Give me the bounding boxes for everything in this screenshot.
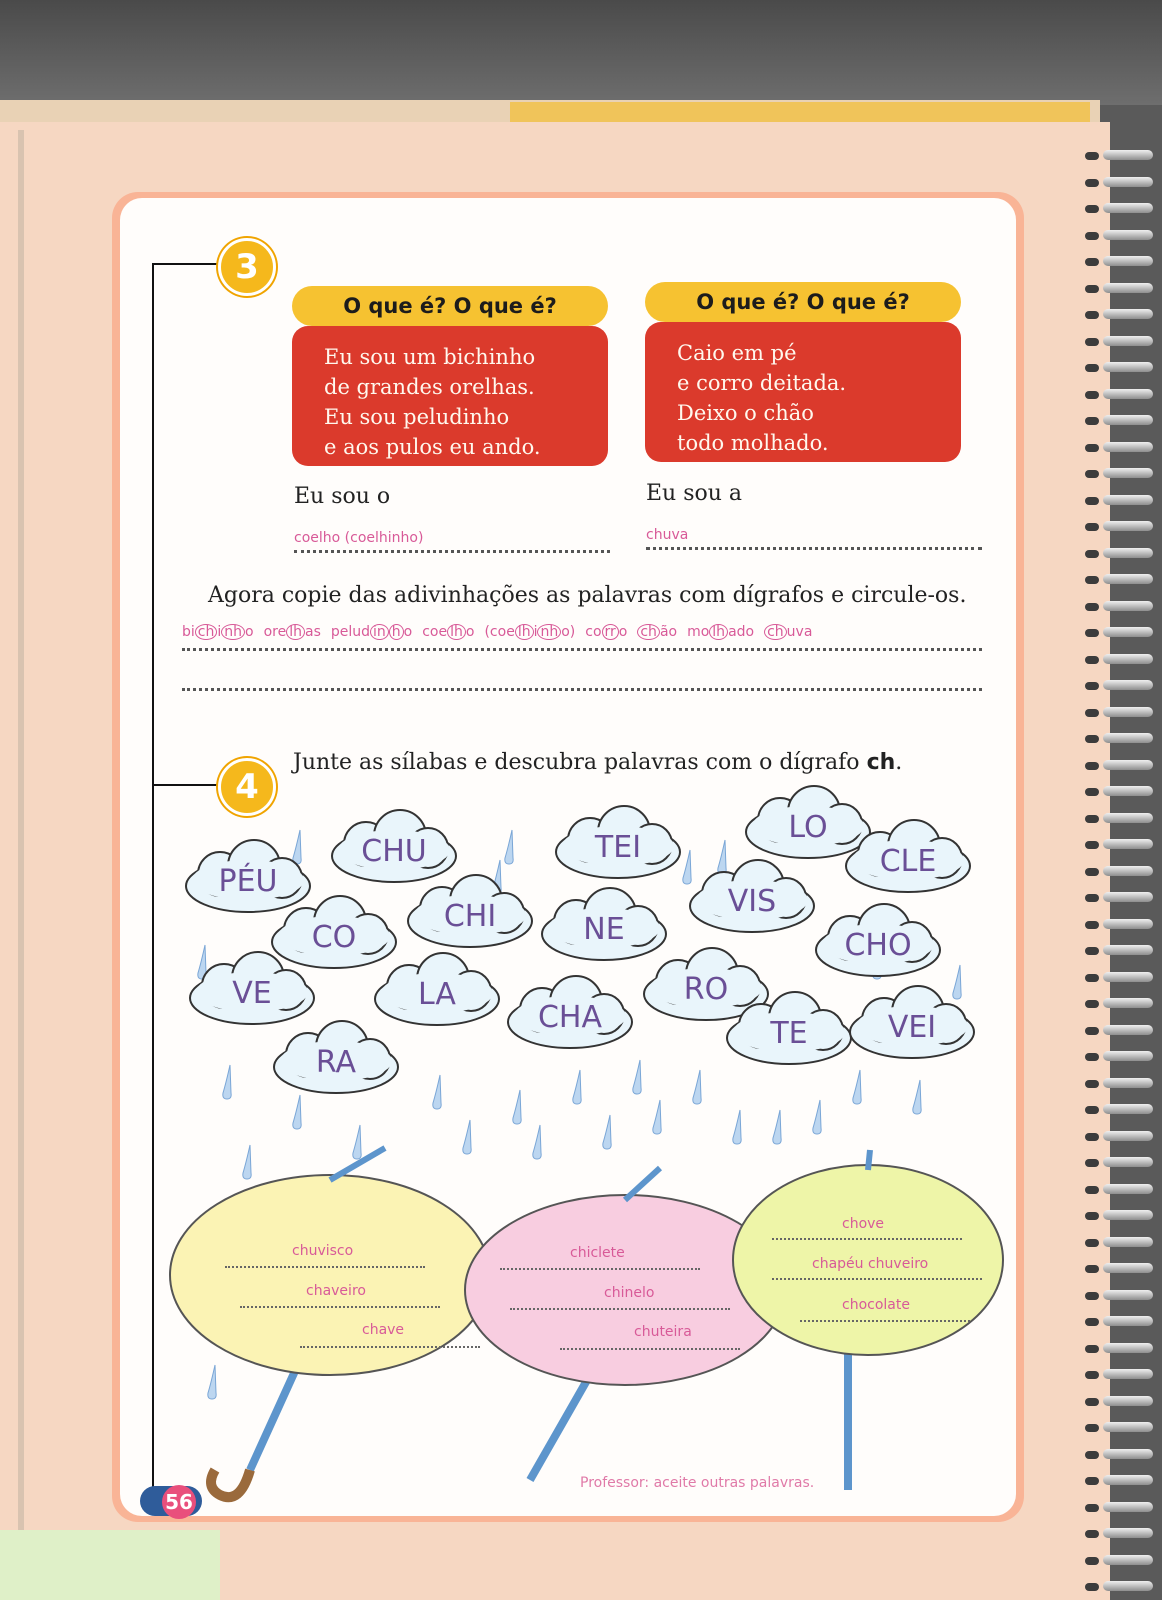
- cloud-syllable: CO: [311, 920, 357, 955]
- umbrella-word[interactable]: chuteira: [634, 1324, 692, 1340]
- rain-drop: [505, 830, 513, 864]
- rain-drop: [953, 965, 961, 999]
- exercise-number-4: 4: [218, 758, 276, 816]
- rain-drop: [463, 1120, 471, 1154]
- umbrella-answer-line: [500, 1268, 700, 1270]
- circled-digraph: ch: [637, 624, 660, 640]
- rain-drop: [433, 1075, 441, 1109]
- cloud-syllable: CHA: [537, 1000, 603, 1035]
- cloud-syllable: CHU: [361, 834, 427, 869]
- cloud-syllable: CHI: [443, 899, 497, 934]
- umbrella-word[interactable]: chocolate: [842, 1297, 910, 1313]
- word-part: o: [618, 624, 628, 640]
- page-number: 56: [162, 1485, 196, 1519]
- syllable-cloud: [816, 904, 940, 976]
- word-part: ore: [263, 624, 287, 640]
- umbrella-answer-line: [560, 1348, 740, 1350]
- word-part: co: [585, 624, 602, 640]
- rain-drop: [733, 1110, 741, 1144]
- riddle-right-title: O que é? O que é?: [645, 282, 961, 322]
- word-part: ão: [659, 624, 678, 640]
- riddle-left-line: Eu sou um bichinho: [324, 345, 536, 369]
- syllable-cloud: [274, 1021, 398, 1093]
- rain-drop: [913, 1080, 921, 1114]
- digraph-ch: ch: [866, 750, 896, 775]
- cloud-syllable: VIS: [727, 884, 777, 919]
- circled-digraph: nh: [221, 624, 245, 640]
- circled-digraph: ch: [764, 624, 787, 640]
- syllable-cloud: [508, 976, 632, 1048]
- cloud-syllable: VE: [232, 976, 272, 1011]
- riddle-right-prompt: Eu sou a: [646, 481, 743, 506]
- umbrella-word[interactable]: chinelo: [604, 1285, 655, 1301]
- cloud-syllable: NE: [583, 912, 625, 947]
- rain-drop: [813, 1100, 821, 1134]
- word-part: o: [465, 624, 475, 640]
- riddle-left-line: Eu sou peludinho: [324, 405, 510, 429]
- circled-digraph: lh: [709, 624, 728, 640]
- rain-drop: [533, 1125, 541, 1159]
- cloud-syllable: VEI: [887, 1010, 937, 1045]
- cloud-syllable: TE: [770, 1016, 808, 1051]
- circled-digraph: h: [389, 624, 404, 640]
- riddle-right-line: Deixo o chão: [677, 401, 814, 425]
- rain-drop: [853, 1070, 861, 1104]
- riddle-left-title: O que é? O que é?: [292, 286, 608, 326]
- syllable-instruction-text: Junte as sílabas e descubra palavras com o dígrafo: [293, 750, 860, 775]
- rain-drop: [353, 1125, 361, 1159]
- circled-digraph: ch: [195, 624, 218, 640]
- umbrella-answer-line: [225, 1266, 425, 1268]
- riddle-right-line: e corro deitada.: [677, 371, 847, 395]
- cloud-syllable: TEI: [594, 830, 642, 865]
- cloud-syllable: LA: [418, 977, 456, 1012]
- umbrella-answer-line: [772, 1238, 962, 1240]
- word-part: o: [403, 624, 413, 640]
- riddle-right-answer[interactable]: chuva: [646, 527, 689, 543]
- umbrella-word[interactable]: chiclete: [570, 1245, 625, 1261]
- rain-drop: [603, 1115, 611, 1149]
- riddle-right-line: todo molhado.: [677, 431, 829, 455]
- riddle-left-answer[interactable]: coelho (coelhinho): [294, 530, 424, 546]
- umbrella-word[interactable]: chave: [362, 1322, 405, 1338]
- syllable-clouds: [186, 786, 974, 1093]
- rain-drop: [293, 830, 301, 864]
- word-part: o): [561, 624, 576, 640]
- umbrella-word[interactable]: chove: [842, 1216, 885, 1232]
- rain-drop: [223, 1065, 231, 1099]
- riddle-left-line: de grandes orelhas.: [324, 375, 535, 399]
- rain-drop: [208, 1365, 216, 1399]
- rain-drop: [293, 1095, 301, 1129]
- rain-drop: [718, 840, 726, 874]
- word-part: pelud: [330, 624, 371, 640]
- rain-drop: [773, 1110, 781, 1144]
- word-part: bi: [182, 624, 195, 640]
- circled-digraph: in: [370, 624, 389, 640]
- rain-drop: [573, 1070, 581, 1104]
- rain-drop: [693, 1070, 701, 1104]
- umbrella-answer-line: [772, 1278, 982, 1280]
- circled-digraph: rr: [602, 624, 619, 640]
- riddle-right-line: Caio em pé: [677, 341, 797, 365]
- teacher-note: Professor: aceite outras palavras.: [580, 1475, 815, 1491]
- circled-digraph: lh: [447, 624, 466, 640]
- syllable-cloud: [186, 840, 310, 912]
- word-part: i: [217, 624, 222, 640]
- syllable-cloud: [375, 953, 499, 1025]
- umbrella-canopy: [170, 1175, 490, 1375]
- syllable-cloud: [746, 786, 870, 858]
- cloud-syllable: LO: [788, 810, 828, 845]
- rain-drop: [243, 1145, 251, 1179]
- umbrella-crook: [211, 1470, 250, 1497]
- umbrella-word[interactable]: chapéu chuveiro: [812, 1256, 929, 1272]
- cloud-syllable: RO: [683, 972, 729, 1007]
- word-part: uva: [786, 624, 813, 640]
- riddle-left-line: e aos pulos eu ando.: [324, 435, 541, 459]
- umbrella-tip: [868, 1150, 870, 1170]
- word-part: as: [304, 624, 321, 640]
- cloud-syllable: PÉU: [218, 864, 278, 899]
- syllable-cloud: [542, 888, 666, 960]
- umbrella-handle: [250, 1360, 300, 1470]
- word-part: mo: [687, 624, 710, 640]
- rain-drop: [653, 1100, 661, 1134]
- rain-drop: [683, 850, 691, 884]
- circled-digraph: lh: [515, 624, 534, 640]
- word-part: coe: [422, 624, 448, 640]
- word-part: i: [533, 624, 538, 640]
- syllable-cloud: [408, 875, 532, 947]
- umbrellas: [170, 1148, 1003, 1497]
- cloud-syllable: CLE: [879, 844, 937, 879]
- word-part: (coe: [484, 624, 515, 640]
- circled-digraph: nh: [537, 624, 561, 640]
- word-part: ado: [728, 624, 755, 640]
- instruction-period: .: [895, 750, 903, 775]
- cloud-syllable: CHO: [844, 928, 912, 963]
- page-number-badge: [140, 1486, 202, 1516]
- digraph-instruction: Agora copie das adivinhações as palavras com dígrafos e circule-os.: [208, 583, 967, 608]
- umbrella-word[interactable]: chaveiro: [306, 1283, 366, 1299]
- word-part: o: [245, 624, 254, 640]
- rain-drop: [633, 1060, 641, 1094]
- syllable-cloud: [690, 860, 814, 932]
- umbrella-answer-line: [800, 1320, 970, 1322]
- umbrella-handle: [530, 1375, 590, 1480]
- umbrella-word[interactable]: chuvisco: [292, 1243, 354, 1259]
- exercise-number-3: 3: [218, 238, 276, 296]
- riddle-left-prompt: Eu sou o: [294, 484, 391, 509]
- circled-digraph: lh: [286, 624, 305, 640]
- umbrella-answer-line: [300, 1346, 480, 1348]
- syllable-cloud: [556, 806, 680, 878]
- syllable-cloud: [272, 896, 396, 968]
- cloud-syllable: RA: [315, 1045, 357, 1080]
- umbrella-answer-line: [510, 1308, 730, 1310]
- rain-drop: [513, 1090, 521, 1124]
- umbrella-answer-line: [240, 1306, 440, 1308]
- syllable-cloud: [332, 810, 456, 882]
